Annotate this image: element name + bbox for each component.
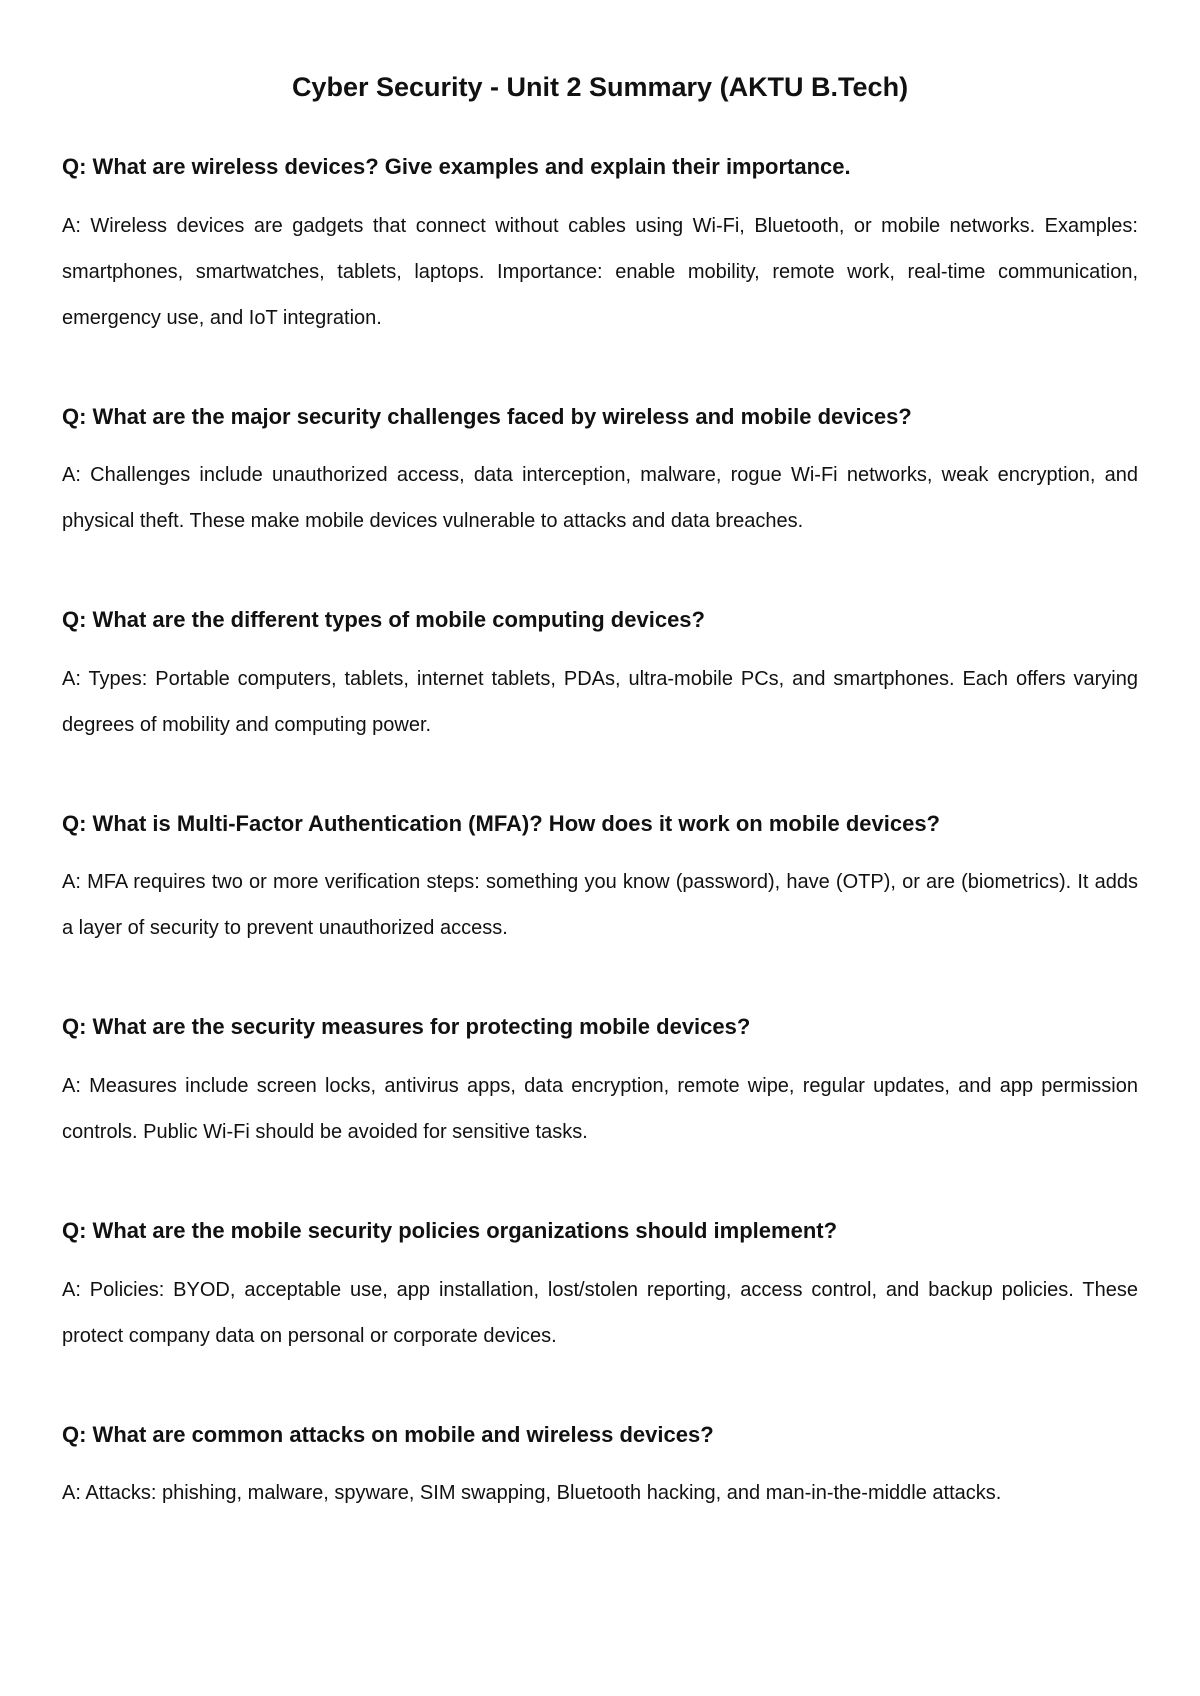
qa-item-7: [62, 1421, 1138, 1517]
answer-4: A: MFA requires two or more verification steps: something you know (password), have (OTP), or are (biometrics). It adds a layer of security to prevent unauthorized access.: [62, 871, 1138, 940]
question-3: Q: What are the different types of mobile computing devices?: [62, 607, 705, 633]
question-4: Q: What is Multi-Factor Authentication (MFA)? How does it work on mobile devices?: [62, 810, 940, 836]
qa-item-1: [62, 153, 1138, 341]
question-5: Q: What are the security measures for protecting mobile devices?: [62, 1014, 751, 1040]
question-6: Q: What are the mobile security policies organizations should implement?: [62, 1218, 838, 1244]
qa-item-3: [62, 606, 1138, 748]
qa-item-4: [62, 810, 1138, 952]
document-title: Cyber Security - Unit 2 Summary (AKTU B.Tech): [291, 72, 909, 102]
answer-7: A: Attacks: phishing, malware, spyware, SIM swapping, Bluetooth hacking, and man-in-the-middle attacks.: [62, 1482, 1002, 1505]
answer-1: A: Wireless devices are gadgets that connect without cables using Wi-Fi, Bluetooth, or mobile networks. Examples: smartphones, smartwatches, tablets, laptops. Importance: enable mobility, remote work, real-time communication, emergency use, and IoT integration.: [62, 214, 1138, 329]
qa-item-5: [62, 1013, 1138, 1155]
qa-item-6: [62, 1217, 1138, 1359]
qa-item-2: [62, 403, 1138, 545]
answer-3: A: Types: Portable computers, tablets, internet tablets, PDAs, ultra-mobile PCs, and smartphones. Each offers varying degrees of mobility and computing power.: [62, 667, 1138, 736]
answer-5: A: Measures include screen locks, antivirus apps, data encryption, remote wipe, regular updates, and app permission controls. Public Wi-Fi should be avoided for sensitive tasks.: [62, 1075, 1138, 1144]
question-2: Q: What are the major security challenges faced by wireless and mobile devices?: [62, 403, 912, 429]
qa-list: [62, 153, 1138, 1516]
question-1: Q: What are wireless devices? Give examples and explain their importance.: [62, 154, 851, 180]
answer-2: A: Challenges include unauthorized access, data interception, malware, rogue Wi-Fi networks, weak encryption, and physical theft. These make mobile devices vulnerable to attacks and data breaches.: [62, 464, 1138, 533]
question-7: Q: What are common attacks on mobile and wireless devices?: [62, 1421, 714, 1447]
answer-6: A: Policies: BYOD, acceptable use, app installation, lost/stolen reporting, access control, and backup policies. These protect company data on personal or corporate devices.: [62, 1278, 1138, 1347]
